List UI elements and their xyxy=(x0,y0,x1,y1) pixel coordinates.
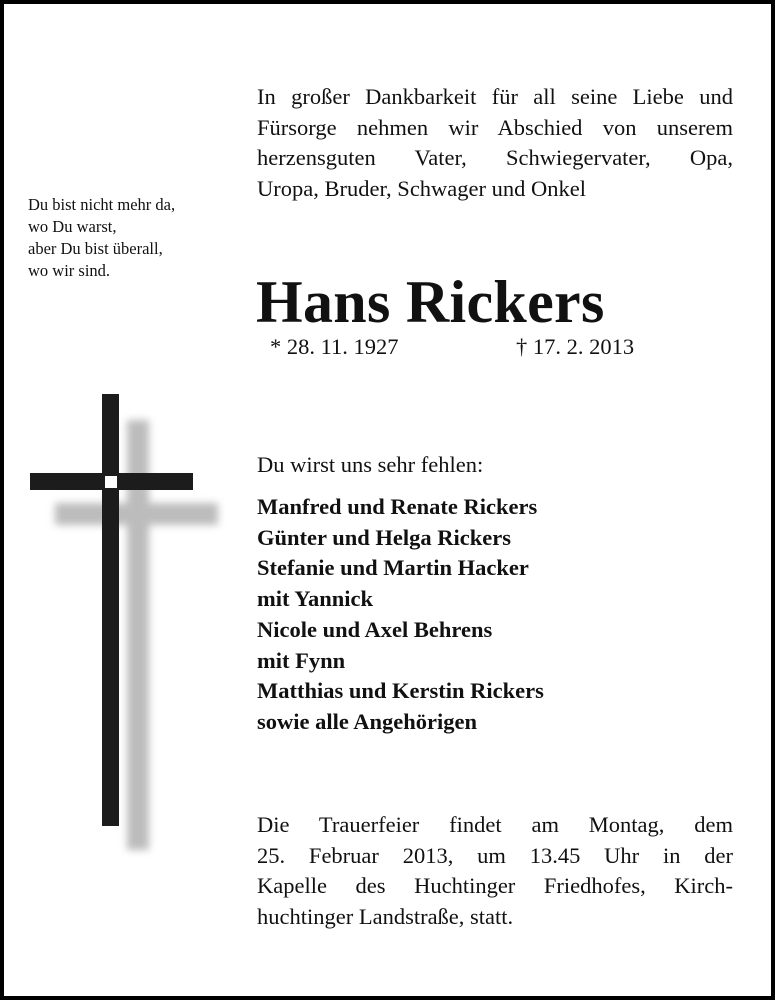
family-member: Stefanie und Martin Hacker xyxy=(257,555,529,581)
birth-date: * 28. 11. 1927 xyxy=(270,334,399,359)
intro-paragraph xyxy=(257,82,733,204)
family-member: mit Fynn xyxy=(257,647,346,673)
intro-line: Fürsorge nehmen wir Abschied von unserem xyxy=(257,114,733,140)
cross-vertical-bar xyxy=(102,394,119,826)
miss-line: Du wirst uns sehr fehlen: xyxy=(257,452,484,477)
service-line: Kapelle des Huchtinger Friedhofes, Kirch- xyxy=(257,873,733,898)
service-paragraph xyxy=(257,810,733,932)
verse xyxy=(28,194,175,282)
family-member: mit Yannick xyxy=(257,586,374,612)
cross-shadow-horizontal xyxy=(55,503,218,525)
service-line: huchtinger Landstraße, statt. xyxy=(257,903,514,929)
service-line: 25. Februar 2013, um 13.45 Uhr in der xyxy=(257,842,733,868)
family-list xyxy=(257,492,544,738)
verse-line: wo wir sind. xyxy=(28,261,111,280)
verse-line: Du bist nicht mehr da, xyxy=(28,195,176,214)
service-line: Die Trauerfeier findet am Montag, dem xyxy=(257,812,733,837)
cross-center xyxy=(105,476,117,488)
family-member: Matthias und Kerstin Rickers xyxy=(257,678,544,704)
family-member: Nicole und Axel Behrens xyxy=(257,616,493,642)
family-member: Manfred und Renate Rickers xyxy=(257,494,538,519)
family-member: sowie alle Angehörigen xyxy=(257,708,477,734)
deceased-name: Hans Rickers xyxy=(256,269,605,335)
intro-line: Uropa, Bruder, Schwager und Onkel xyxy=(257,175,587,201)
verse-line: wo Du warst, xyxy=(28,217,117,236)
intro-line: herzensguten Vater, Schwiegervater, Opa, xyxy=(257,145,733,170)
verse-line: aber Du bist überall, xyxy=(28,239,163,258)
death-date: † 17. 2. 2013 xyxy=(516,334,635,359)
intro-line: In großer Dankbarkeit für all seine Liebe und xyxy=(257,84,733,109)
family-member: Günter und Helga Rickers xyxy=(257,524,511,550)
